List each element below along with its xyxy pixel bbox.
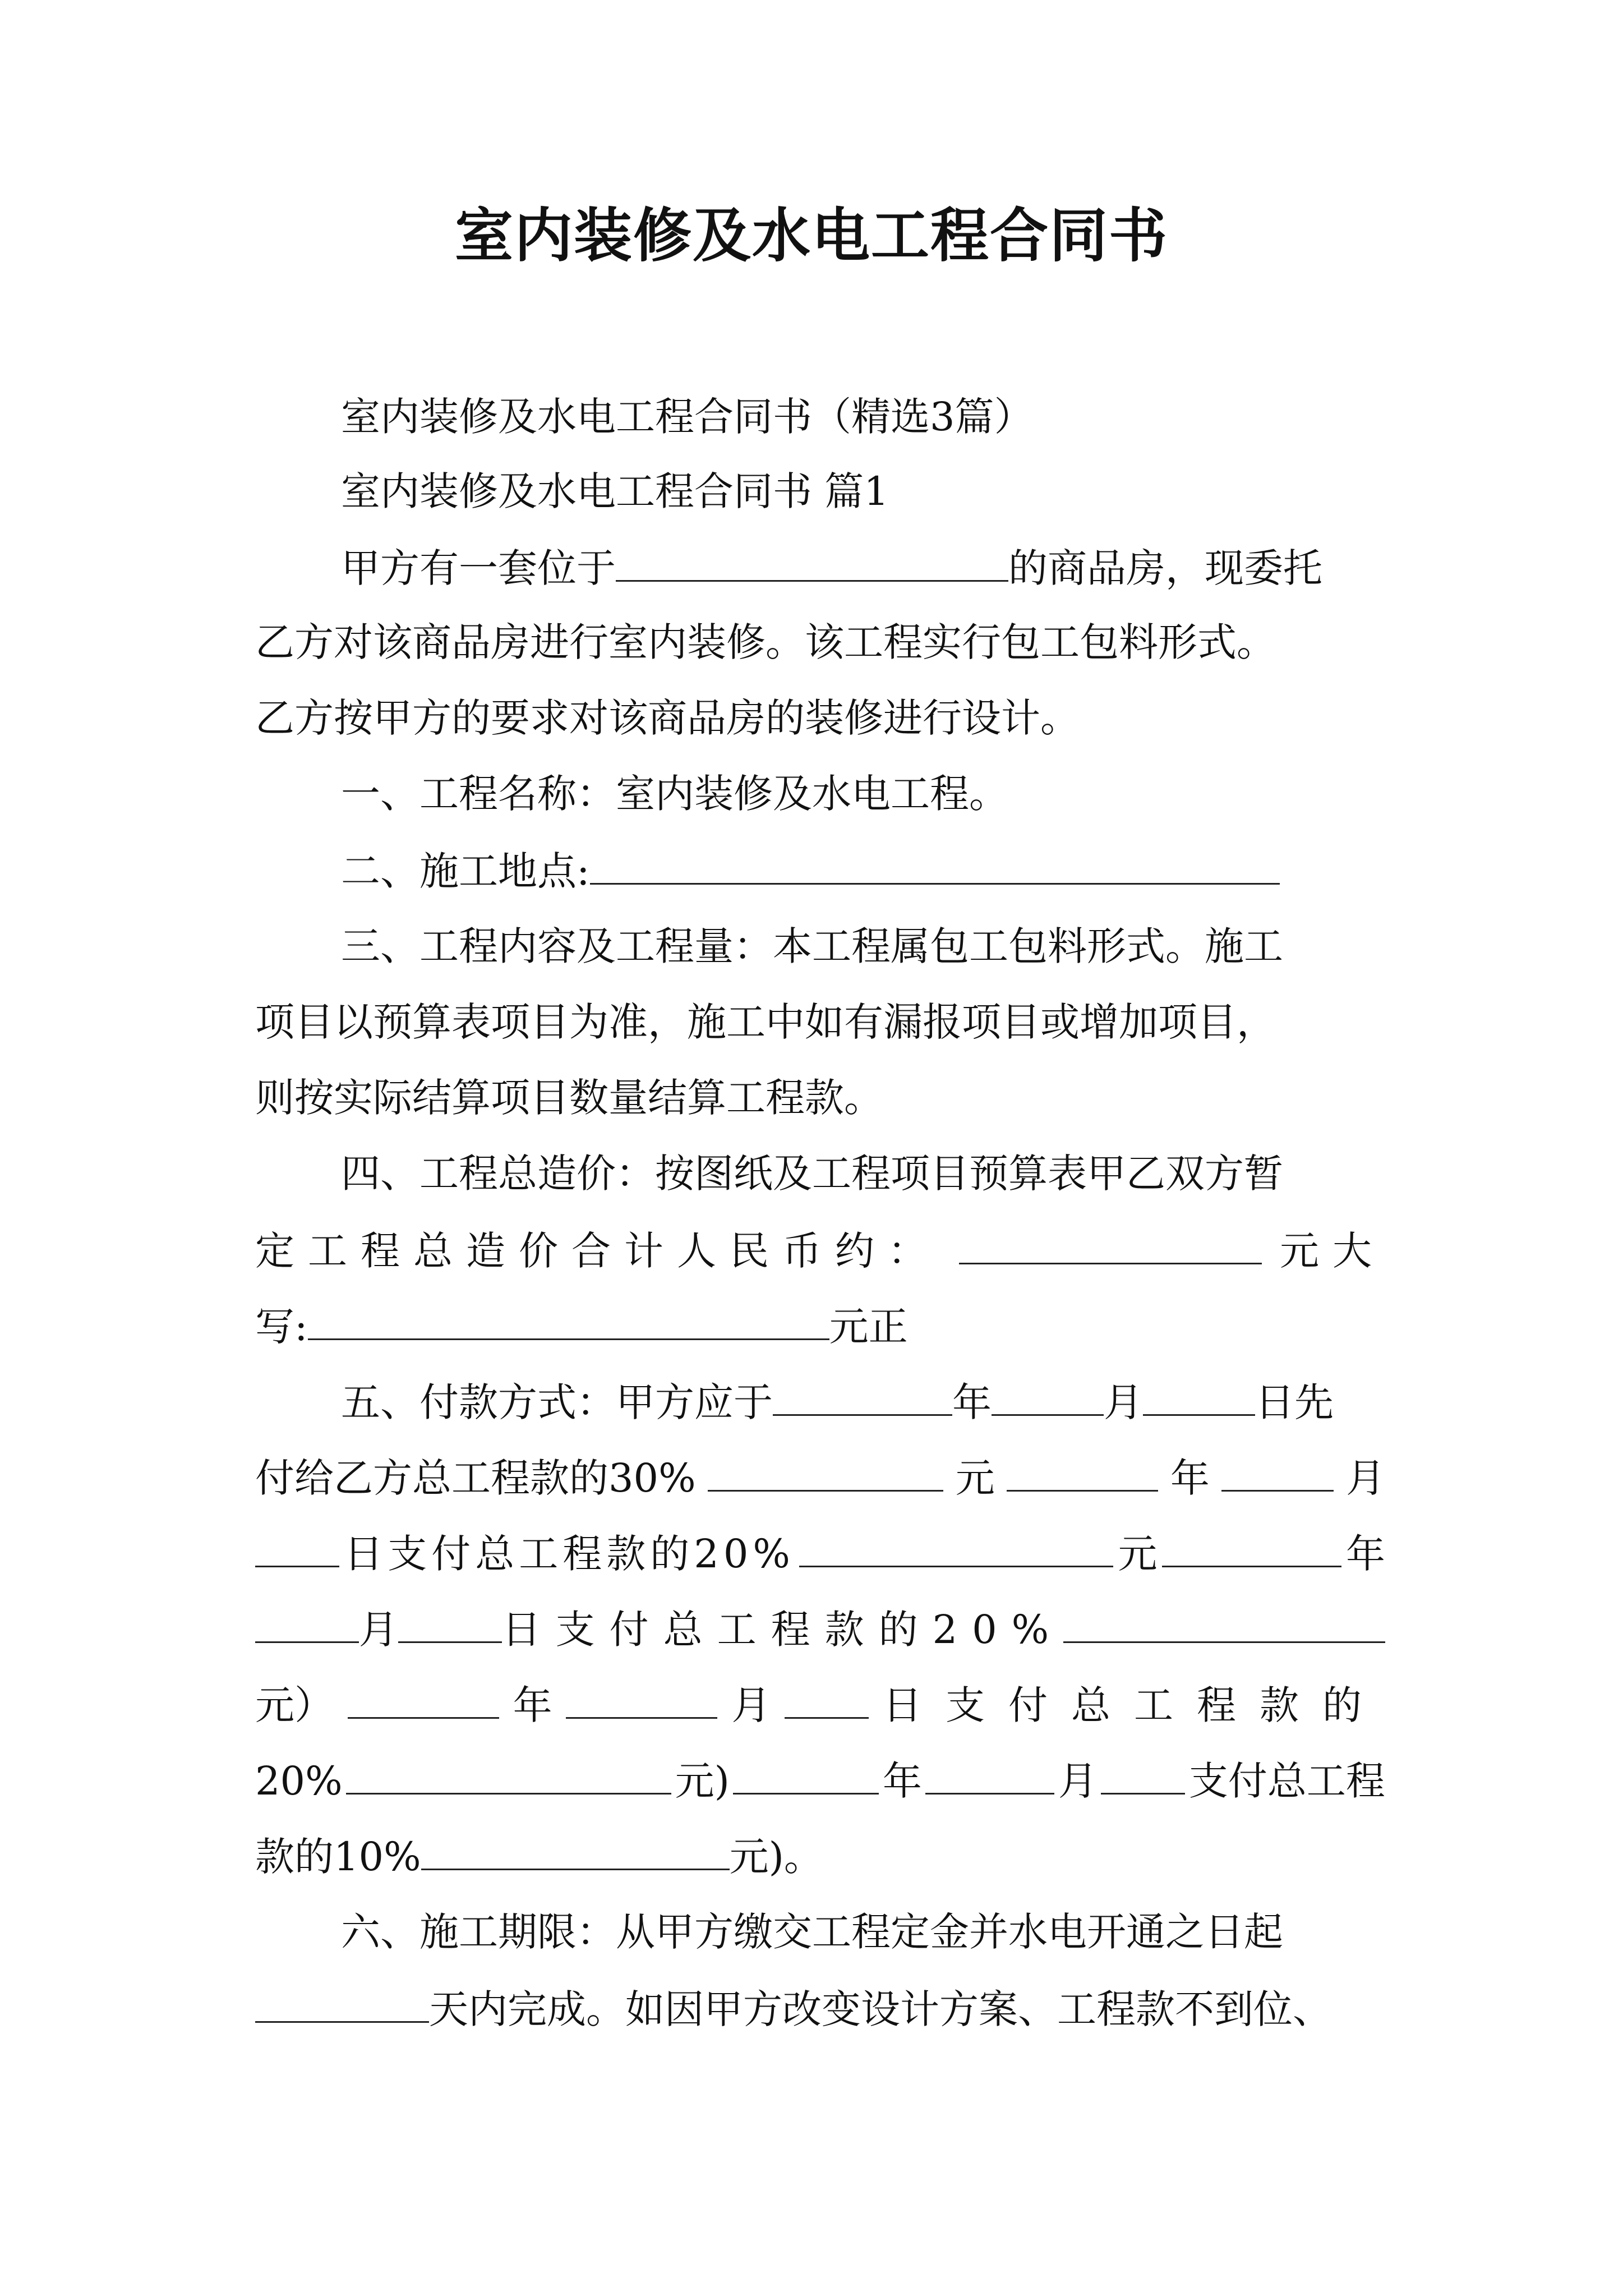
clause-1: 一、工程名称：室内装修及水电工程。 (341, 771, 1008, 817)
final-payment-text: 支付总工程 (1188, 1758, 1385, 1804)
address-blank (616, 539, 1008, 582)
month-label: 月 (1104, 1379, 1143, 1425)
ten-percent-label: 款的10% (255, 1834, 421, 1880)
third-payment-text: 日支付总工程款的20% (501, 1607, 1064, 1653)
intro-line-3: 乙方按甲方的要求对该商品房的装修进行设计。 (255, 695, 1080, 741)
yuan-end-label: 元)。 (729, 1834, 823, 1880)
intro-line-1 (341, 539, 1471, 596)
first-payment-label: 付给乙方总工程款的30% (255, 1455, 696, 1501)
clause-2-label: 二、施工地点: (341, 848, 590, 894)
total-price-unit: 元大 (1280, 1228, 1385, 1274)
intro-text-a: 甲方有一套位于 (341, 545, 616, 591)
blank (1143, 1373, 1255, 1416)
intro-text-b: 的商品房，现委托 (1008, 545, 1322, 591)
clause-5-line-7 (255, 1827, 1385, 1885)
document-subtitle: 室内装修及水电工程合同书（精选3篇） (341, 394, 1034, 440)
total-price-label: 定工程总造价合计人民币约： (255, 1228, 940, 1274)
blank (733, 1751, 879, 1795)
clause-4-line-3 (255, 1297, 1385, 1355)
blank (708, 1448, 943, 1492)
month-label: 月 (1058, 1758, 1098, 1804)
clause-6-line-2 (255, 1980, 1385, 2037)
clause-5-line-5 (255, 1676, 1385, 1733)
year-label: 年 (513, 1682, 552, 1728)
blank (255, 1524, 339, 1567)
site-blank (590, 841, 1280, 885)
blank (1221, 1448, 1334, 1492)
blank (992, 1373, 1104, 1416)
clause-5-line-1 (341, 1373, 1471, 1430)
blank (566, 1676, 717, 1719)
section-heading: 室内装修及水电工程合同书 篇1 (341, 468, 889, 514)
capital-label: 写: (255, 1304, 308, 1350)
yuan-label: 元 (955, 1455, 995, 1501)
blank (398, 1600, 502, 1643)
clause-5-line-2 (255, 1448, 1385, 1506)
second-payment-text: 日支付总工程款的20% (344, 1531, 795, 1577)
year-label: 年 (882, 1758, 922, 1804)
day-first-label: 日先 (1255, 1379, 1334, 1425)
blank (1063, 1600, 1385, 1643)
blank (1007, 1448, 1158, 1492)
clause-2 (341, 841, 1471, 899)
days-blank (255, 1980, 429, 2023)
clause-5-line-4 (255, 1600, 1385, 1658)
clause-3-line-3: 则按实际结算项目数量结算工程款。 (255, 1075, 883, 1121)
month-label: 月 (1345, 1455, 1385, 1501)
document-title: 室内装修及水电工程合同书 (454, 201, 1168, 270)
intro-line-2: 乙方对该商品房进行室内装修。该工程实行包工包料形式。 (255, 619, 1276, 665)
clause-3-line-2: 项目以预算表项目为准，施工中如有漏报项目或增加项目， (255, 999, 1276, 1045)
clause-4-line-2 (255, 1221, 1385, 1279)
month-label: 月 (358, 1607, 398, 1653)
capital-amount-blank (308, 1297, 829, 1340)
year-label: 年 (1170, 1455, 1210, 1501)
clause-5-line-6 (255, 1751, 1385, 1809)
yuan-close-label: 元） (255, 1682, 334, 1728)
blank (348, 1676, 499, 1719)
blank (1101, 1751, 1185, 1795)
blank (421, 1827, 730, 1870)
blank (346, 1751, 671, 1795)
yuan-close-label: 元) (675, 1758, 730, 1804)
blank (255, 1600, 359, 1643)
year-label: 年 (952, 1379, 992, 1425)
clause-6-text: 天内完成。如因甲方改变设计方案、工程款不到位、 (429, 1986, 1332, 2032)
percent-label: 20% (255, 1758, 343, 1804)
month-label: 月 (731, 1682, 771, 1728)
blank (773, 1373, 952, 1416)
clause-6-line-1: 六、施工期限：从甲方缴交工程定金并水电开通之日起 (341, 1909, 1283, 1955)
blank (799, 1524, 1113, 1567)
capital-unit: 元正 (829, 1304, 908, 1350)
clause-3-line-1: 三、工程内容及工程量：本工程属包工包料形式。施工 (341, 923, 1283, 969)
clause-5-line-3 (255, 1524, 1385, 1582)
yuan-label: 元 (1118, 1531, 1158, 1577)
fourth-payment-text: 日支付总工程款的 (882, 1682, 1385, 1728)
blank (925, 1751, 1054, 1795)
clause-4-line-1: 四、工程总造价：按图纸及工程项目预算表甲乙双方暂 (341, 1151, 1283, 1197)
blank (1162, 1524, 1341, 1567)
payment-label: 五、付款方式：甲方应于 (341, 1379, 773, 1425)
year-label: 年 (1346, 1531, 1385, 1577)
total-price-blank (959, 1221, 1262, 1264)
blank (785, 1676, 869, 1719)
